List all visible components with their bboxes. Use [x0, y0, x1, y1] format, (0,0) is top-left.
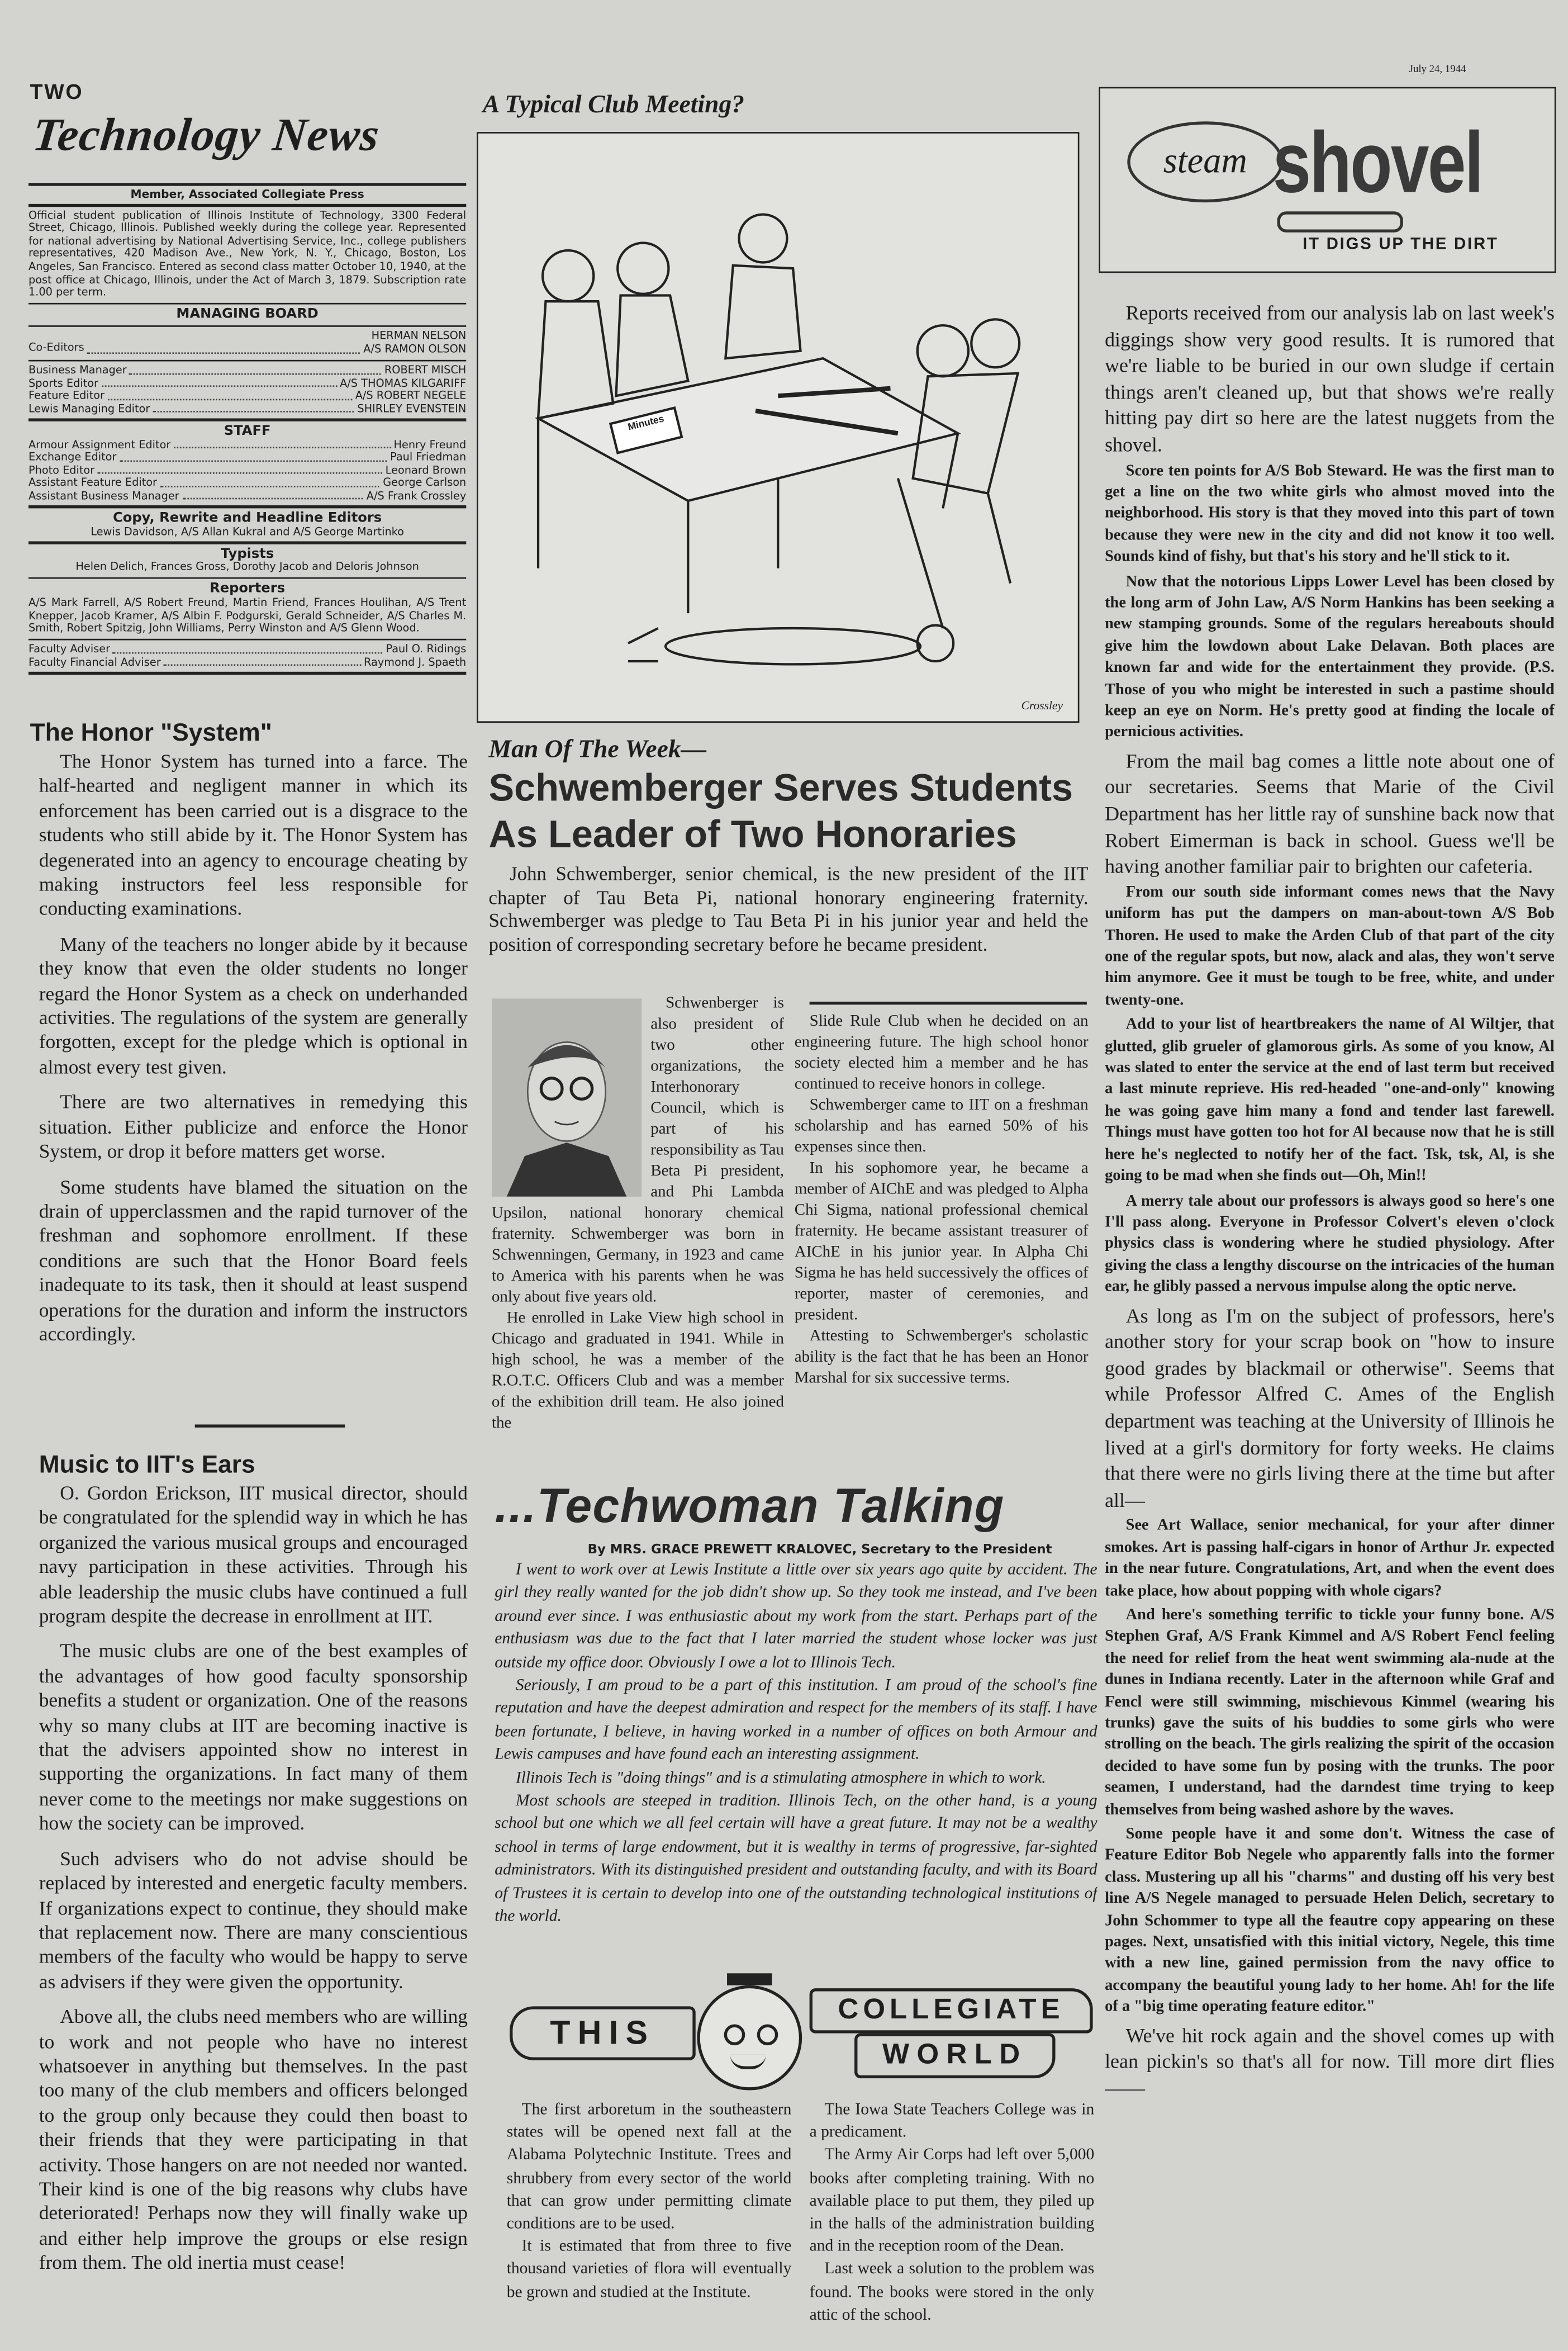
article-paragraph: In his sophomore year, he became a member of AIChE and was pledged to Alpha Chi Sigma, national professional chemical fraternity. He became assistant treasurer of AIChE in his junior year. In Alpha Chi Sigma he has held successively the offices of reporter, master of ceremonies, and president. — [794, 1159, 1089, 1324]
divider — [195, 1424, 345, 1426]
article-paragraph: I went to work over at Lewis Institute a little over six years ago quite by accident. The girl they really wanted for the job didn't show up. So they took me instead, and I've been around ever since. I was enthusiastic about my work from the start. Perhaps part of the enthusiasm was due to the fact that I later married the student whose locker was just outside my office door. Obviously I owe a lot to Illinois Tech. — [495, 1561, 1097, 1672]
staff-row — [28, 490, 466, 503]
logo-steam-cloud: steam — [1127, 121, 1283, 202]
staff-role: Faculty Financial Adviser — [28, 655, 161, 669]
staff-role: Co-Editors — [28, 340, 84, 355]
leader-dots — [98, 464, 383, 475]
article-paragraph: John Schwemberger, senior chemical, is the new president of the IIT chapter of Tau Beta Pi, national honorary engineering fraternity. Schwemberger was pledge to Tau Beta Pi in his junior year and held the position of corresponding secretary before he became president. — [488, 862, 1089, 955]
column-paragraph: See Art Wallace, senior mechanical, for your after dinner smokes. Art is passing half-cigars in honor of Arthur Jr. expected in the near future. Congratulations, Art, and when the event does take place, how about popping with whole cigars? — [1105, 1518, 1555, 1599]
article-paragraph: The Honor System has turned into a farce. The half-hearted and negligent manner in which its enforcement has been carried out is a disgrace to the students who still abide by it. The Honor System has degenerated into an agency to encourage cheating by making instructors feel less responsible for conducting examinations. — [39, 750, 468, 920]
staff-name: Raymond J. Spaeth — [364, 655, 467, 669]
column-paragraph: Some people have it and some don't. Witness the case of Feature Editor Bob Negele who apparently falls into the former class. Mustering up all his "charms" and dusting off his very best line A/S Negele managed to persuade Helen Delich, secretary to John Schommer to type all the feautre copy appearing on these pages. Next, unsatisfied with this initial victory, Negele, this time with a new line, gained permission from the navy office to accompany the beautiful young lady to her home. Ah! for the life of a "big time operating feature editor." — [1105, 1826, 1555, 2016]
honor-system-article — [39, 750, 468, 1409]
column-paragraph: From our south side informant comes news that the Navy uniform has put the dampers on man-about-town A/S Bob Thoren. He used to make the Arden Club of that part of the city one of the regular spots, but now, alack and alas, they won't serve him anymore. Gee it must be tough to be free, white, and under twenty-one. — [1105, 884, 1555, 1009]
staff-row — [28, 330, 466, 356]
cartoon-title: A Typical Club Meeting? — [482, 89, 745, 119]
cartoon-club-meeting — [477, 132, 1079, 723]
techwoman-byline: By MRS. GRACE PREWETT KRALOVEC, Secretary to the President — [587, 1543, 1052, 1558]
column-paragraph: Score ten points for A/S Bob Steward. He was the first man to get a line on the two white girls who almost moved into the neighborhood. His story is that they moved into this part of town because they were new in the city and did not know it too well. Sounds kind of fishy, but that's his story and he'll stick to it. — [1105, 462, 1555, 566]
honor-system-title: The Honor "System" — [30, 719, 272, 747]
article-paragraph: Above all, the clubs need members who are willing to work and not people who have no interest whatsoever in anything but themselves. In the past too many of the club members and officers belonged to the group only because they could then boast to their friends that they were participating in that activity. Those hangers on are not needed nor wanted. Their kind is one of the big reasons why clubs have deteriorated! Perhaps now they will finally wake up and either help improve the groups or else resign from them. The old inertia must cease! — [39, 2004, 468, 2274]
staff-role: Lewis Managing Editor — [28, 401, 150, 415]
steam-shovel-logo — [1099, 87, 1556, 273]
article-paragraph: The first arboretum in the southeastern states will be opened next fall at the Alabama Polytechnic Institute. Trees and shrubbery from every sector of the world that can grow under permitting climate conditions are to be used. — [506, 2101, 792, 2233]
staff-name: Henry Freund — [393, 437, 467, 451]
steam-shovel-column — [1105, 300, 1555, 2249]
man-of-week-headline: Schwemberger Serves Students As Leader of Two Honoraries — [488, 767, 1073, 856]
column-paragraph: As long as I'm on the subject of professors, here's another story for your scrap book on "how to insure good grades by blackmail or otherwise". Seems that while Professor Alfred C. Ames of the English department was teaching at the University of Illinois he lived at a girl's dormitory for forty weeks. He claims that there were no girls living there at the time but after all— — [1105, 1304, 1555, 1511]
article-paragraph: It is estimated that from three to five thousand varieties of flora will eventually be grown and studied at the Institute. — [506, 2238, 792, 2301]
staff-role: Sports Editor — [28, 376, 99, 390]
column-paragraph: Now that the notorious Lipps Lower Level has been closed by the long arm of John Law, A/S Norm Hankins has been seeking a new stamping grounds. Some of the regulars hereabouts should give him the lowdown about Lake Delavan. Both places are known far and wide for the entertainment they provide. (P.S. Those of you who might be interested in such a pastime should keep an eye on Norm. He's pretty good at finding the locale of pernicious activities. — [1105, 573, 1555, 742]
banner-collegiate: COLLEGIATE — [810, 1988, 1093, 2033]
divider — [810, 1002, 1087, 1004]
article-paragraph: Schwemberger came to IIT on a freshman scholarship and has earned 50% of his expenses since then. — [794, 1096, 1089, 1156]
copy-editors-title: Copy, Rewrite and Headline Editors — [113, 511, 382, 527]
managing-board-title: MANAGING BOARD — [176, 307, 319, 323]
staff-role: Assistant Business Manager — [28, 489, 179, 503]
acp-member: Member, Associated Collegiate Press — [130, 186, 364, 201]
article-paragraph: He enrolled in Lake View high school in Chicago and graduated in 1941. While in high school, he was a member of the R.O.T.C. Officers Club and was a member of the exhibition drill team. He also joined the — [491, 1309, 784, 1432]
staff-box — [28, 180, 466, 677]
staff-row — [28, 477, 466, 490]
leader-dots — [160, 477, 380, 487]
collegiate-world-col1 — [507, 2099, 792, 2347]
staff-role: Photo Editor — [28, 463, 95, 477]
column-paragraph: A merry tale about our professors is always good so here's one I'll pass along. Everyone in Professor Colvert's eleven o'clock physics class is wondering where he studied physiology. After giving the class a lengthy discourse on the intricacies of the human ear, he glibly passed a nervous impulse along the optic nerve. — [1105, 1193, 1555, 1296]
staff-row — [28, 390, 466, 403]
article-paragraph: There are two alternatives in remedying this situation. Either publicize and enforce the Honor System, or drop it before matters get worse. — [39, 1091, 468, 1163]
column-paragraph: Add to your list of heartbreakers the name of Al Wiltjer, that glutted, glib grueler of glamorous girls. As some of you know, Al was slated to enter the service at the end of last term but received a last minute reprieve. His red-headed "one-and-only" knowing he was going gave him many a fond and tender last farewell. Things must have gotten too hot for Al because now that he is still here he's neglected to notify her of the fact. Tsk, tsk, Al, is she going to be mad when she finds out—Oh, Min!! — [1105, 1017, 1555, 1185]
staff-row — [28, 656, 466, 669]
column-paragraph: We've hit rock again and the shovel comes up with lean pickin's so that's all for now. Till more dirt flies—— — [1105, 2023, 1555, 2099]
schwemberger-photo — [492, 999, 642, 1197]
staff-role: Armour Assignment Editor — [28, 437, 171, 451]
issue-date: July 24, 1944 — [1409, 63, 1466, 75]
reporters-names: A/S Mark Farrell, A/S Robert Freund, Martin Friend, Frances Houlihan, A/S Trent Knepper, Jacob Kramer, A/S Albin F. Podgurski, Gerald Schneider, A/S Charles M. Smith, Robert Spitzig, John Williams, Perry Winston and A/S Glenn Wood. — [28, 595, 467, 635]
leader-dots — [182, 490, 363, 500]
column-paragraph: Reports received from our analysis lab on last week's diggings show very good results. It is rumored that we're liable to be buried in our own sludge if certain things aren't cleaned up, but that shows we're really hitting pay dirt so here are the latest nuggets from the shovel. — [1105, 301, 1555, 456]
leader-dots — [101, 377, 336, 387]
staff-name: Paul O. Ridings — [386, 642, 467, 656]
publication-info: Official student publication of Illinois Institute of Technology, 3300 Federal Street, Chicago, Illinois. Published weekly during the college year. Represented for national advertising by National Advertising Service, Inc., college publishers representatives, 420 Madison Ave., New York, N. Y., Chicago, Boston, Los Angeles, San Francisco. Entered as second class matter October 10, 1940, at the post office at Chicago, Illinois, under the Act of March 3, 1879. Subscription rate 1.00 per term. — [28, 207, 467, 299]
article-paragraph: O. Gordon Erickson, IIT musical director, should be congratulated for the splendid way in which he has organized the various musical groups and encouraged navy participation in these activities. Through his able leadership the music clubs have continued a full program despite the decrease in enrollment at IIT. — [39, 1481, 468, 1627]
article-paragraph: Most schools are steeped in tradition. Illinois Tech, on the other hand, is a young school but one which we all feel certain will have a great future. It may not be a wealthy school in terms of large endowment, but it is wealthy in terms of progressive, far-sighted administrators. With its distinguished president and outstanding faculty, and with its Board of Trustees it is certain to develop into one of the outstanding technological institutions of the world. — [495, 1791, 1097, 1926]
staff-role: Feature Editor — [28, 388, 105, 402]
leader-dots — [113, 643, 383, 653]
article-paragraph: The music clubs are one of the best examples of the advantages of how good faculty sponsorship benefits a student or organization. One of the reasons why so many clubs at IIT are becoming inactive is that the advisers appointed show no interest in supporting the organizations. In fact many of them never come to the meetings nor make suggestions on how the society can be improved. — [39, 1639, 468, 1835]
staff-row — [28, 452, 466, 464]
banner-world: WORLD — [854, 2034, 1055, 2078]
music-article — [39, 1481, 468, 2343]
leader-dots — [164, 656, 361, 666]
article-paragraph: Some students have blamed the situation on the drain of upperclassmen and the rapid turnover of the freshman and sophomore enrollment. If these conditions are such that the Honor Board feels inadequate to its task, then it should at least suspend operations for the duration and inform the instructors accordingly. — [39, 1174, 468, 1345]
article-paragraph: Last week a solution to the problem was found. The books were stored in the only attic of the school. — [809, 2260, 1095, 2324]
leader-dots — [130, 364, 382, 375]
staff-name: Leonard Brown — [385, 463, 467, 477]
man-of-week-intro — [489, 862, 1089, 955]
leader-dots — [87, 330, 360, 353]
reporters-title: Reporters — [210, 582, 286, 598]
leader-dots — [120, 452, 387, 462]
article-paragraph: Attesting to Schwemberger's scholastic ability is the fact that he has been an Honor Marshal for six successive terms. — [794, 1327, 1089, 1387]
collegiate-world-col2 — [810, 2099, 1095, 2347]
cartoon-drawing — [478, 134, 1078, 722]
leader-dots — [174, 439, 391, 449]
page-number: TWO — [30, 79, 84, 104]
staff-name: A/S RAMON OLSON — [363, 342, 467, 356]
article-paragraph: Such advisers who do not advise should be replaced by interested and energetic faculty members. If organizations expect to continue, they should make that replacement now. There are many conscientious members of the faculty who would be happy to serve as advisers if they were given the opportunity. — [39, 1847, 468, 1993]
copy-editors-names: Lewis Davidson, A/S Allan Kukral and A/S George Martinko — [91, 524, 404, 538]
man-of-week-col1 — [492, 993, 784, 1465]
staff-name: George Carlson — [383, 476, 467, 490]
cartoonist-signature: Crossley — [1021, 699, 1063, 713]
staff-row — [28, 643, 466, 656]
typists-title: Typists — [221, 547, 274, 562]
music-title: Music to IIT's Ears — [39, 1451, 255, 1479]
book-label: Minutes — [626, 414, 666, 433]
typists-names: Helen Delich, Frances Gross, Dorothy Jacob and Deloris Johnson — [75, 560, 419, 573]
staff-name: ROBERT MISCH — [384, 363, 467, 377]
staff-row — [28, 403, 466, 416]
column-paragraph: And here's something terrific to tickle your funny bone. A/S Stephen Graf, A/S Frank Kimmel and A/S Robert Fencl feeling the need for relief from the heat went swimming ala-nude at the dunes in Indiana recently. Later in the afternoon while Graf and Fencl were still swimming, mischievous Kimmel (wearing his trunks) gave the suits of his buddies to some girls who were strolling on the beach. The girls realizing the spirit of the occasion decided to have some fun by posing with the trunks. The poor seamen, I understand, had the darndest time trying to keep themselves from being washed ashore by the waves. — [1105, 1607, 1555, 1818]
leader-dots — [107, 390, 352, 400]
staff-role: Business Manager — [28, 363, 127, 377]
tread-icon — [1277, 211, 1403, 233]
article-paragraph: Illinois Tech is "doing things" and is a stimulating atmosphere in which to work. — [515, 1769, 1046, 1787]
staff-row — [28, 364, 466, 377]
staff-name: SHIRLEY EVENSTEIN — [357, 401, 467, 415]
article-paragraph: Seriously, I am proud to be a part of this institution. I am proud of the school's fine reputation and have the deepest admiration and respect for the members of its staff. I have been fortunate, I believe, in having worked in a number of offices on both Armour and Lewis campuses and have found each an interesting assignment. — [495, 1676, 1097, 1764]
banner-this: THIS — [510, 2006, 696, 2060]
logo-tagline: IT DIGS UP THE DIRT — [1303, 235, 1499, 254]
article-paragraph: The Iowa State Teachers College was in a predicament. — [809, 2101, 1095, 2142]
staff-name: A/S Frank Crossley — [366, 489, 467, 503]
staff-name: A/S THOMAS KILGARIFF — [340, 376, 467, 390]
masthead-title: Technology News — [30, 108, 383, 161]
man-of-week-kicker: Man Of The Week— — [488, 734, 707, 764]
logo-shovel: shovel — [1272, 113, 1483, 211]
article-paragraph: Slide Rule Club when he decided on an engineering future. The high school honor society elected him a member and he has continued to receive honors in college. — [794, 1012, 1089, 1093]
staff-name: A/S ROBERT NEGELE — [355, 388, 467, 402]
staff-role: Assistant Feature Editor — [28, 476, 158, 490]
staff-title: STAFF — [224, 424, 271, 439]
staff-name: Paul Friedman — [390, 450, 467, 464]
column-paragraph: From the mail bag comes a little note about one of our secretaries. Seems that Marie of the Civil Department has her little ray of sunshine back now that Robert Eimerman is back in school. Guess we'll be having another familiar pair to brighten our cafeteria. — [1105, 749, 1555, 878]
article-paragraph: Many of the teachers no longer abide by it because they know that even the older students no longer regard the Honor System as a check on underhanded activities. The regulations of the system are generally forgotten, except for the pledge which is optional in almost every test given. — [39, 932, 468, 1078]
techwoman-article — [495, 1560, 1097, 1968]
staff-role: Exchange Editor — [28, 450, 117, 464]
techwoman-title: ...Techwoman Talking — [495, 1478, 1005, 1533]
globe-mascot-icon — [697, 1985, 802, 2091]
collegiate-world-banner — [502, 1976, 1095, 2091]
staff-role: Faculty Adviser — [28, 642, 111, 656]
leader-dots — [153, 403, 354, 413]
staff-name: HERMAN NELSON — [371, 329, 467, 343]
article-paragraph: Schwenberger is also president of two other organizations, the Interhonorary Council, which is part of his responsibility as Tau Beta Pi president, and Phi Lambda Upsilon, national honorary chemical fraternity. Schwemberger was born in Schwenningen, Germany, in 1923 and came to America with his parents when he was only about five years old. — [491, 994, 784, 1306]
article-paragraph: The Army Air Corps had left over 5,000 books after completing training. With no available place to put them, they piled up in the halls of the administration building and in the reception room of the Dean. — [809, 2146, 1095, 2256]
man-of-week-col2 — [795, 1011, 1089, 1468]
